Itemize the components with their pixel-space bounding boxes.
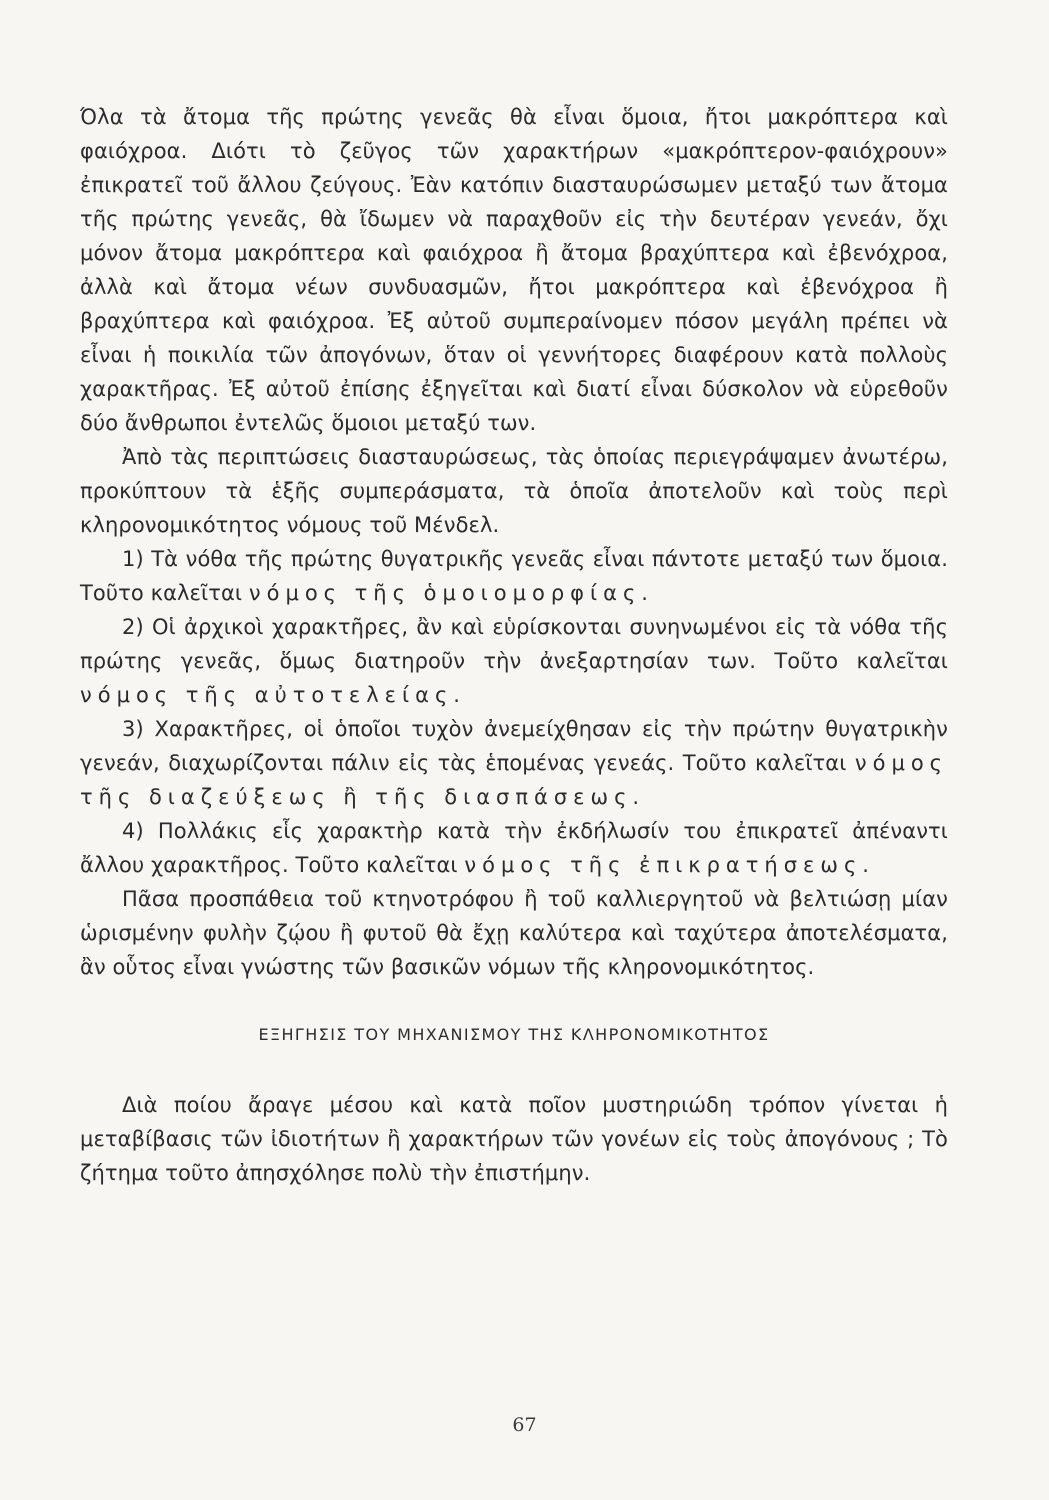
law-dominance <box>80 814 948 882</box>
law-segregation <box>80 712 948 814</box>
page-body <box>80 100 948 1190</box>
law-independence-name: νόμος τῆς αὐτοτελείας. <box>80 683 466 707</box>
law-independence-text: 2) Οἱ ἀρχικοὶ χαρακτῆρες, ἂν καὶ εὑρίσκονται συνηνωμένοι εἰς τὰ νόθα τῆς πρώτης γενεᾶς, ὅμως διατηροῦν τὴν ἀνεξαρτησίαν των. Τοῦτο καλεῖται <box>80 615 948 673</box>
section-heading: ΕΞΗΓΗΣΙΣ ΤΟΥ ΜΗΧΑΝΙΣΜΟΥ ΤΗΣ ΚΛΗΡΟΝΟΜΙΚΟΤΗΤΟΣ <box>258 1025 770 1044</box>
law-dominance-text: 4) Πολλάκις εἷς χαρακτὴρ κατὰ τὴν ἐκδήλωσίν του ἐπικρατεῖ ἀπέναντι ἄλλου χαρακτῆρος. Τοῦτο καλεῖται <box>80 819 948 877</box>
law-segregation-name: νόμος τῆς διαζεύξεως ἢ τῆς διασπάσεως. <box>80 751 948 809</box>
paragraph-conclusions-intro: Ἀπὸ τὰς περιπτώσεις διασταυρώσεως, τὰς ὁποίας περιεγράψαμεν ἀνωτέρω, προκύπτουν τὰ ἑξῆς συμπεράσματα, τὰ ὁποῖα ἀποτελοῦν καὶ τοὺς περὶ κληρονομικότητος νόμους τοῦ Μένδελ. <box>80 445 948 537</box>
law-uniformity <box>80 542 948 610</box>
law-uniformity-text: 1) Τὰ νόθα τῆς πρώτης θυγατρικῆς γενεᾶς εἶναι πάντοτε μεταξύ των ὅμοια. Τοῦτο καλεῖται <box>80 547 948 605</box>
law-dominance-name: νόμος τῆς ἐπικρατήσεως. <box>464 853 875 877</box>
paragraph-first-generation: Όλα τὰ ἄτομα τῆς πρώτης γενεᾶς θὰ εἶναι ὅμοια, ἤτοι μακρόπτερα καὶ φαιόχροα. Διότι τὸ ζεῦγος τῶν χαρακτήρων «μακρόπτερον-φαιόχρουν» ἐπικρατεῖ τοῦ ἄλλου ζεύγους. Ἐὰν κατόπιν διασταυρώσωμεν μεταξύ των ἄτομα τῆς πρώτης γενεᾶς, θὰ ἴδωμεν νὰ παραχθοῦν εἰς τὴν δευτέραν γενεάν, ὄχι μόνον ἄτομα μακρόπτερα καὶ φαιόχροα ἢ ἄτομα βραχύπτερα καὶ ἐβενόχροα, ἀλλὰ καὶ ἄτομα νέων συνδυασμῶν, ἤτοι μακρόπτερα καὶ ἐβενόχροα ἢ βραχύπτερα καὶ φαιόχροα. Ἐξ αὐτοῦ συμπεραίνομεν πόσον μεγάλη πρέπει νὰ εἶναι ἡ ποικιλία τῶν ἀπογόνων, ὅταν οἱ γεννήτορες διαφέρουν κατὰ πολλοὺς χαρακτῆρας. Ἐξ αὐτοῦ ἐπίσης ἐξηγεῖται καὶ διατί εἶναι δύσκολον νὰ εὑρεθοῦν δύο ἄνθρωποι ἐντελῶς ὅμοιοι μεταξύ των. <box>80 105 948 435</box>
law-uniformity-name: νόμος τῆς ὁμοιομορφίας. <box>248 581 654 605</box>
law-segregation-text: 3) Χαρακτῆρες, οἱ ὁποῖοι τυχὸν ἀνεμείχθησαν εἰς τὴν πρώτην θυγατρικὴν γενεάν, διαχωρίζονται πάλιν εἰς τὰς ἑπομένας γενεάς. Τοῦτο καλεῖται <box>80 717 948 775</box>
paragraph-inheritance-question: Διὰ ποίου ἄραγε μέσου καὶ κατὰ ποῖον μυστηριώδη τρόπον γίνεται ἡ μεταβίβασις τῶν ἰδιοτήτων ἢ χαρακτήρων τῶν γονέων εἰς τοὺς ἀπογόνους ; Τὸ ζήτημα τοῦτο ἀπησχόλησε πολὺ τὴν ἐπιστήμην. <box>80 1093 948 1185</box>
page-number: 67 <box>512 1414 537 1436</box>
paragraph-breeder-effort: Πᾶσα προσπάθεια τοῦ κτηνοτρόφου ἢ τοῦ καλλιεργητοῦ νὰ βελτιώσῃ μίαν ὡρισμένην φυλὴν ζῴου ἢ φυτοῦ θὰ ἔχῃ καλύτερα καὶ ταχύτερα ἀποτελέσματα, ἂν οὗτος εἶναι γνώστης τῶν βασικῶν νόμων τῆς κληρονομικότητος. <box>80 887 948 979</box>
law-independence <box>80 610 948 712</box>
